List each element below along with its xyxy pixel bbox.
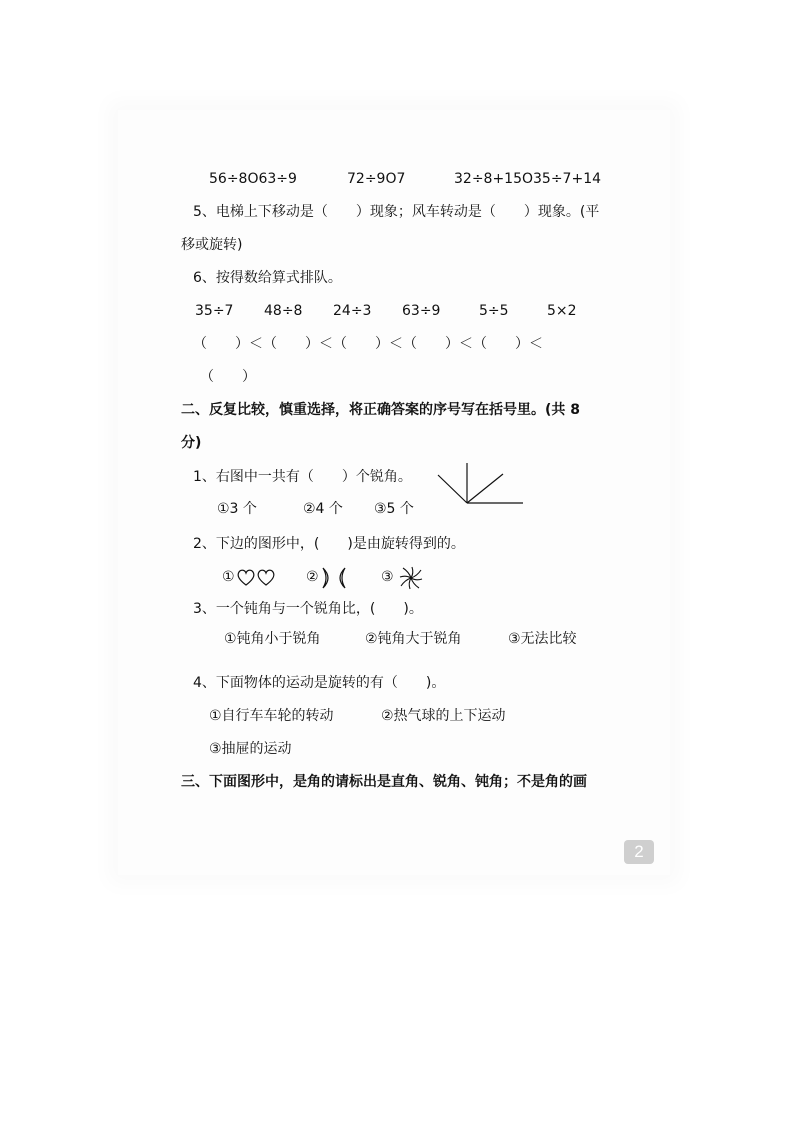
question-5-text: 5、电梯上下移动是（ ）现象；风车转动是（ ）现象。(平 [193,204,600,220]
question-5-continuation: 移或旋转) [181,237,243,253]
q1-option-1: ①3 个 [217,501,257,517]
expression-2: 48÷8 [264,303,303,319]
q4-option-1: ①自行车车轮的转动 [209,708,334,724]
angle-ray-left [438,475,467,503]
question-6-title: 6、按得数给算式排队。 [193,270,342,286]
double-heart-icon [236,568,280,588]
q3-option-2: ②钝角大于锐角 [365,631,462,647]
q2-marker-1: ① [222,569,235,585]
q2-marker-3: ③ [381,569,394,585]
expression-4: 63÷9 [402,303,441,319]
expression-1: 35÷7 [195,303,234,319]
q3-option-1: ①钝角小于锐角 [224,631,321,647]
pinwheel-icon [398,565,424,591]
crescent-pair-icon [320,567,350,589]
q1-option-3: ③5 个 [374,501,414,517]
order-row: （ ）＜（ ）＜（ ）＜（ ）＜（ ）＜ [193,336,543,352]
section-2-heading-continuation: 分) [181,435,202,451]
compare-item-2: 72÷9O7 [347,171,406,187]
worksheet-page [118,110,670,875]
order-last-paren: （ ） [200,369,256,385]
compare-item-1: 56÷8O63÷9 [209,171,297,187]
q4-option-3: ③抽屉的运动 [209,741,292,757]
angle-ray-right [467,474,503,503]
compare-item-3: 32÷8+15O35÷7+14 [454,171,602,187]
question-3-text: 3、一个钝角与一个锐角比，( )。 [193,601,423,617]
q1-option-2: ②4 个 [303,501,343,517]
page-number-badge: 2 [624,840,654,864]
question-2-text: 2、下边的图形中，( )是由旋转得到的。 [193,536,465,552]
expression-3: 24÷3 [333,303,372,319]
q3-option-3: ③无法比较 [508,631,577,647]
expression-6: 5×2 [547,303,577,319]
q2-marker-2: ② [306,569,319,585]
expression-5: 5÷5 [479,303,509,319]
section-2-heading: 二、反复比较，慎重选择，将正确答案的序号写在括号里。(共 8 [181,402,581,418]
angle-figure [437,462,527,507]
section-3-heading: 三、下面图形中，是角的请标出是直角、锐角、钝角；不是角的画 [181,774,587,790]
question-1-text: 1、右图中一共有（ ）个锐角。 [193,469,412,485]
question-4-text: 4、下面物体的运动是旋转的有（ )。 [193,675,446,691]
q4-option-2: ②热气球的上下运动 [381,708,506,724]
